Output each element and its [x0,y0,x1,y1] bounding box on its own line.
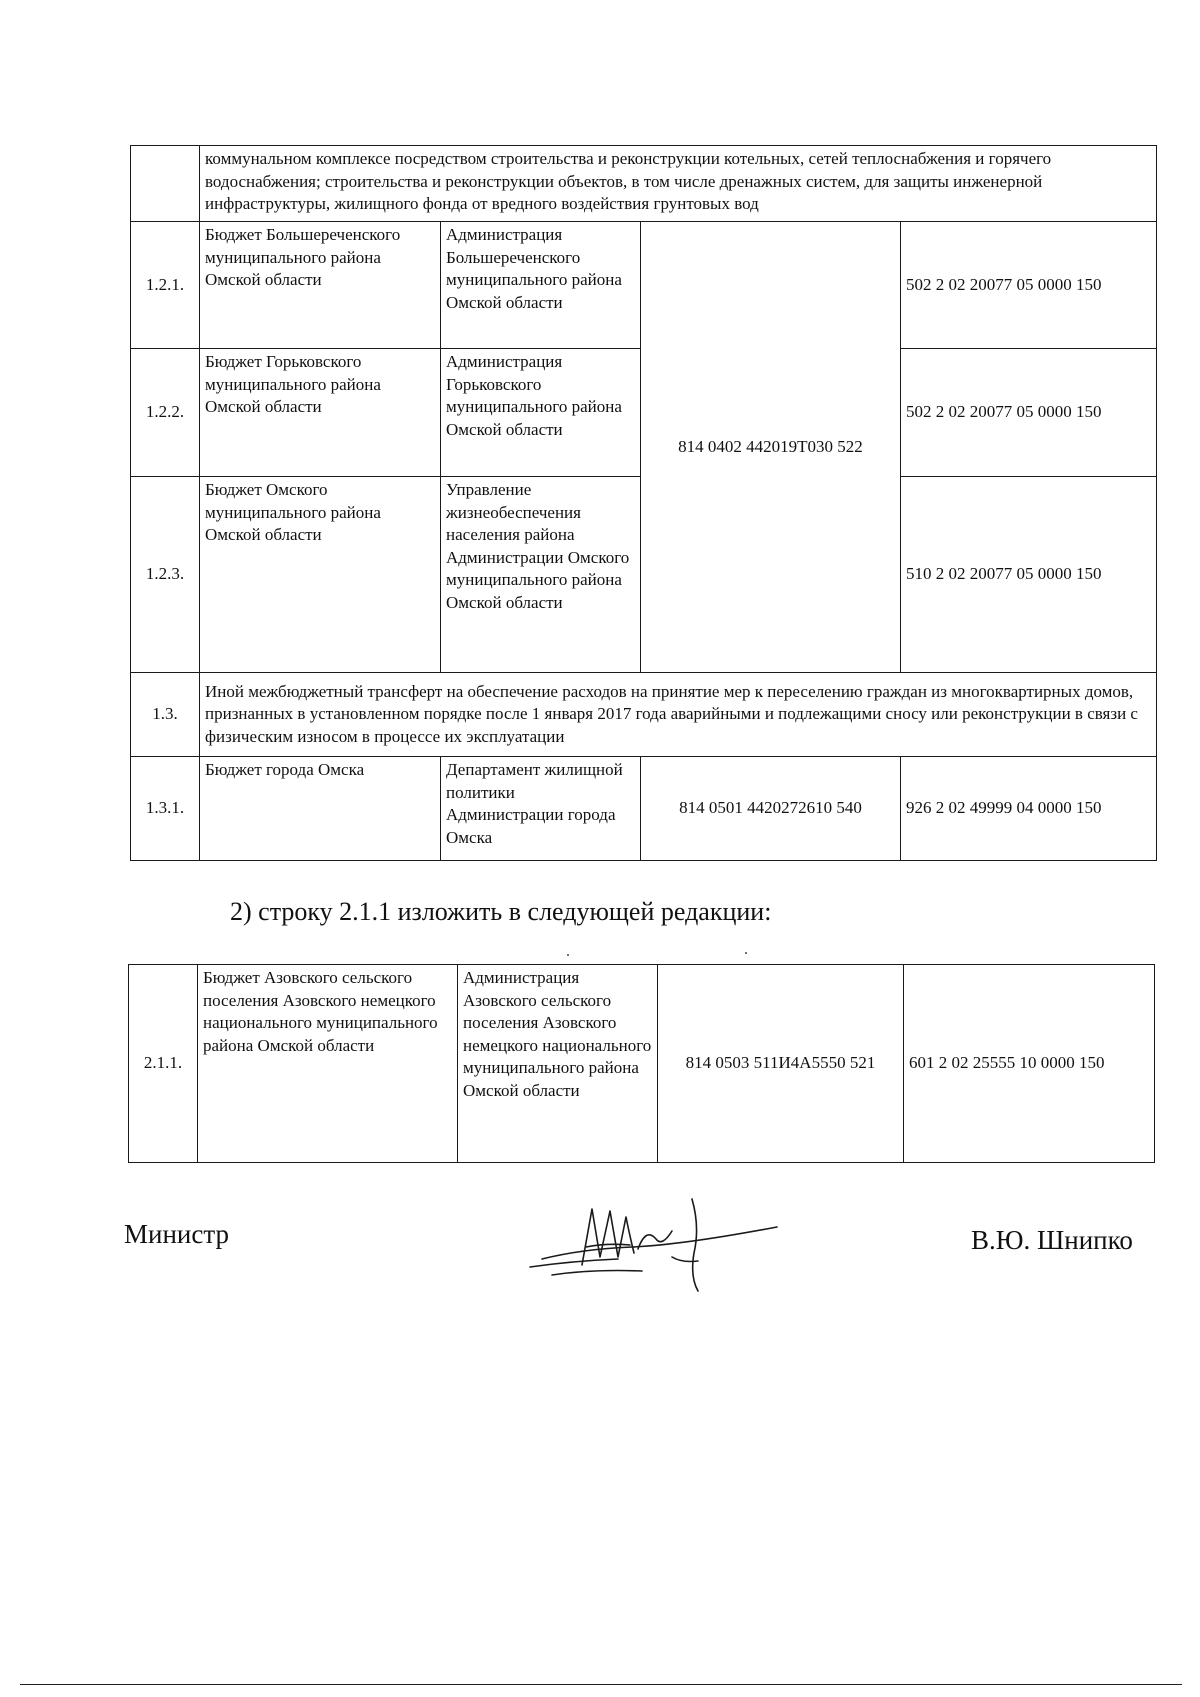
administrator-cell: Администрация Горьковского муниципального района Омской области [441,349,641,477]
budget-cell: Бюджет Азовского сельского поселения Азовского немецкого национального муниципального района Омской области [198,965,458,1163]
continuation-text: коммунальном комплексе посредством строительства и реконструкции котельных, сетей теплоснабжения и горячего водоснабжения; строительства и реконструкции объектов, в том числе дренажных систем, для защиты инженерной инфраструктуры, жилищного фонда от вредного воздействия грунтовых вод [200,146,1157,222]
signatory-name: В.Ю. Шнипко [971,1225,1133,1255]
revenue-code-cell: 502 2 02 20077 05 0000 150 [901,222,1157,349]
budget-cell: Бюджет города Омска [200,757,441,861]
row-number: 1.3.1. [131,757,200,861]
section-text: Иной межбюджетный трансферт на обеспечение расходов на принятие мер к переселению граждан из многоквартирных домов, признанных в установленном порядке после 1 января 2017 года аварийными и подлежащими сносу или реконструкции в связи с физическим износом в процессе их эксплуатации [200,673,1157,757]
budget-table-1 [130,145,1157,861]
budget-cell: Бюджет Большереченского муниципального района Омской области [200,222,441,349]
budget-cell: Бюджет Горьковского муниципального района Омской области [200,349,441,477]
administrator-cell: Администрация Азовского сельского поселения Азовского немецкого национального муниципального района Омской области [458,965,658,1163]
row-number: 1.2.3. [131,477,200,673]
handwritten-signature [522,1187,782,1297]
revenue-code-cell: 502 2 02 20077 05 0000 150 [901,349,1157,477]
expense-code-cell: 814 0402 442019Т030 522 [641,222,901,673]
scan-speck [567,954,569,956]
administrator-cell: Департамент жилищной политики Администрации города Омска [441,757,641,861]
revenue-code-cell: 510 2 02 20077 05 0000 150 [901,477,1157,673]
expense-code-cell: 814 0501 4420272610 540 [641,757,901,861]
administrator-cell: Администрация Большереченского муниципального района Омской области [441,222,641,349]
instruction-text: 2) строку 2.1.1 изложить в следующей редакции: [230,897,772,926]
row-number: 1.3. [131,673,200,757]
signatory-title: Министр [124,1219,229,1249]
revenue-code-cell: 601 2 02 25555 10 0000 150 [904,965,1155,1163]
expense-code-cell: 814 0503 511И4А5550 521 [658,965,904,1163]
section-row [131,673,1157,757]
continuation-num-cell [131,146,200,222]
table-row [131,757,1157,861]
scan-speck [745,952,747,954]
row-number: 2.1.1. [129,965,198,1163]
revenue-code-cell: 926 2 02 49999 04 0000 150 [901,757,1157,861]
table-row [129,965,1155,1163]
row-number: 1.2.1. [131,222,200,349]
administrator-cell: Управление жизнеобеспечения населения района Администрации Омского муниципального района Омской области [441,477,641,673]
budget-table-2 [128,964,1155,1163]
table-row [131,222,1157,349]
row-number: 1.2.2. [131,349,200,477]
budget-cell: Бюджет Омского муниципального района Омской области [200,477,441,673]
continuation-row [131,146,1157,222]
footer-rule [20,1684,1182,1685]
